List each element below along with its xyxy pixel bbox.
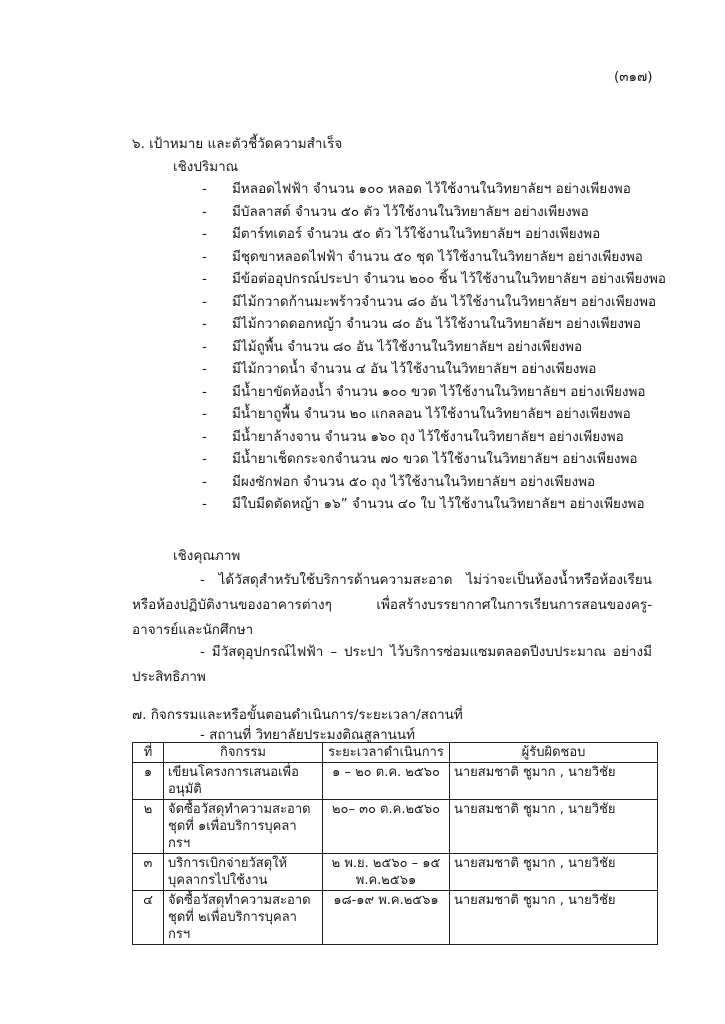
quantitative-item-text: มีไม้กวาดน้ำ จำนวน ๔ อัน ไว้ใช้งานในวิทยาลัยฯ อย่างเพียงพอ: [232, 361, 597, 377]
bullet-dash: -: [202, 451, 207, 467]
table-header-row: [133, 743, 658, 763]
quantitative-item-text: มีน้ำยาล้างจาน จำนวน ๑๖๐ ถุง ไว้ใช้งานในวิทยาลัยฯ อย่างเพียงพอ: [232, 428, 624, 445]
cell-period: ๑ – ๒๐ ต.ค. ๒๕๖๐: [323, 763, 450, 800]
quantitative-item: [202, 226, 600, 243]
quantitative-item-text: มีไม้กวาดก้านมะพร้าวจำนวน ๘๐ อัน ไว้ใช้งานในวิทยาลัยฯ อย่างเพียงพอ: [232, 293, 657, 310]
bullet-dash: -: [202, 181, 207, 197]
cell-no: ๑: [133, 763, 164, 800]
cell-activity: เขียนโครงการเสนอเพื่ออนุมัติ: [164, 763, 323, 800]
quantitative-item: [202, 339, 582, 356]
header-activity: กิจกรรม: [164, 743, 323, 763]
bullet-dash: -: [202, 473, 207, 490]
quantitative-item: [202, 361, 596, 378]
cell-responsible: นายสมชาติ ชูมาก , นายวิชัย: [450, 891, 658, 945]
cell-activity: บริการเบิกจ่ายวัสดุให้บุคลากรไปใช้งาน: [164, 854, 323, 891]
cell-period: ๒ พ.ย. ๒๕๖๐ – ๑๕ พ.ค.๒๕๖๑: [323, 854, 450, 891]
table-row: [133, 763, 658, 800]
location-line: - สถานที่ วิทยาลัยประมงติณสูลานนท์: [200, 727, 416, 743]
activity-table: [132, 742, 658, 945]
cell-responsible: นายสมชาติ ชูมาก , นายวิชัย: [450, 763, 658, 800]
bullet-dash: -: [202, 316, 207, 332]
quantitative-item: [202, 474, 595, 491]
bullet-dash: -: [202, 496, 207, 512]
quantitative-item: [202, 204, 589, 221]
table-row: [133, 800, 658, 854]
bullet-dash: -: [202, 293, 207, 310]
quantitative-item-text: มีชุดขาหลอดไฟฟ้า จำนวน ๕๐ ชุด ไว้ใช้งานในวิทยาลัยฯ อย่างเพียงพอ: [232, 248, 643, 265]
qualitative-paragraph-1: - ได้วัสดุสำหรับใช้บริการด้านความสะอาด ไม่ว่าจะเป็นห้องน้ำหรือห้องเรียนหรือห้องปฏิบัติงานของอาคารต่างๆ เพื่อสร้างบรรยากาศในการเรียนการสอนของครู-อาจารย์และนักศึกษา: [132, 572, 652, 638]
quantitative-item: [202, 406, 631, 423]
table-row: [133, 891, 658, 945]
cell-no: ๔: [133, 891, 164, 945]
cell-period: ๒๐– ๓๐ ต.ค.๒๕๖๐: [323, 800, 450, 854]
qualitative-paragraph-2: - มีวัสดุอุปกรณ์ไฟฟ้า – ประปา ไว้บริการซ่อมแซมตลอดปีงบประมาณ อย่างมีประสิทธิภาพ: [132, 644, 652, 685]
page-number: (๓๑๗): [614, 69, 653, 85]
bullet-dash: -: [202, 428, 207, 445]
quantitative-item: [202, 316, 641, 333]
quantitative-item: [202, 271, 666, 288]
quantitative-item-text: มีไม้ถูพื้น จำนวน ๘๐ อัน ไว้ใช้งานในวิทยาลัยฯ อย่างเพียงพอ: [232, 338, 583, 355]
quantitative-item-text: มีน้ำยาขัดห้องน้ำ จำนวน ๑๐๐ ขวด ไว้ใช้งานในวิทยาลัยฯ อย่างเพียงพอ: [232, 383, 646, 400]
bullet-dash: -: [202, 271, 207, 287]
qualitative-title: เชิงคุณภาพ: [173, 548, 241, 564]
bullet-dash: -: [202, 203, 207, 220]
quantitative-item: [202, 249, 643, 266]
quantitative-item: [202, 451, 637, 468]
quantitative-item-text: มีใบมีดตัดหญ้า ๑๖” จำนวน ๔๐ ใบ ไว้ใช้งานในวิทยาลัยฯ อย่างเพียงพอ: [232, 496, 645, 512]
cell-period: ๑๘-๑๙ พ.ค.๒๕๖๑: [323, 891, 450, 945]
quantitative-item: [202, 294, 656, 311]
bullet-dash: -: [202, 338, 207, 355]
cell-activity: จัดซื้อวัสดุทำความสะอาดชุดที่ ๑เพื่อบริการบุคลากรฯ: [164, 800, 323, 854]
quantitative-item: [202, 384, 646, 401]
cell-no: ๓: [133, 854, 164, 891]
quantitative-item-text: มีผงซักฟอก จำนวน ๕๐ ถุง ไว้ใช้งานในวิทยาลัยฯ อย่างเพียงพอ: [232, 473, 596, 490]
bullet-dash: -: [202, 406, 207, 422]
section6-heading: ๖. เป้าหมาย และตัวชี้วัดความสำเร็จ: [132, 136, 343, 152]
bullet-dash: -: [202, 383, 207, 400]
cell-responsible: นายสมชาติ ชูมาก , นายวิชัย: [450, 800, 658, 854]
quantitative-item-text: มีตาร์ทเตอร์ จำนวน ๕๐ ตัว ไว้ใช้งานในวิทยาลัยฯ อย่างเพียงพอ: [232, 226, 601, 242]
quantitative-item-text: มีไม้กวาดดอกหญ้า จำนวน ๘๐ อัน ไว้ใช้งานในวิทยาลัยฯ อย่างเพียงพอ: [232, 316, 641, 332]
header-responsible: ผู้รับผิดชอบ: [450, 743, 658, 763]
quantitative-item: [202, 496, 645, 513]
section7-heading: ๗. กิจกรรมและหรือขั้นตอนดำเนินการ/ระยะเวลา/สถานที่: [132, 707, 463, 723]
bullet-dash: -: [202, 248, 207, 265]
quantitative-item-text: มีน้ำยาเช็ดกระจกจำนวน ๗๐ ขวด ไว้ใช้งานในวิทยาลัยฯ อย่างเพียงพอ: [232, 451, 638, 467]
cell-no: ๒: [133, 800, 164, 854]
quantitative-title: เชิงปริมาณ: [173, 159, 239, 175]
bullet-dash: -: [202, 361, 207, 377]
table-row: [133, 854, 658, 891]
cell-activity: จัดซื้อวัสดุทำความสะอาดชุดที่ ๒เพื่อบริการบุคลากรฯ: [164, 891, 323, 945]
quantitative-item: [202, 181, 631, 198]
header-period: ระยะเวลาดำเนินการ: [323, 743, 450, 763]
quantitative-item-text: มีน้ำยาถูพื้น จำนวน ๒๐ แกลลอน ไว้ใช้งานในวิทยาลัยฯ อย่างเพียงพอ: [232, 406, 631, 422]
quantitative-item: [202, 429, 624, 446]
bullet-dash: -: [202, 226, 207, 242]
quantitative-item-text: มีหลอดไฟฟ้า จำนวน ๑๐๐ หลอด ไว้ใช้งานในวิทยาลัยฯ อย่างเพียงพอ: [232, 181, 631, 197]
quantitative-item-text: มีข้อต่ออุปกรณ์ประปา จำนวน ๒๐๐ ชิ้น ไว้ใช้งานในวิทยาลัยฯ อย่างเพียงพอ: [232, 271, 667, 287]
quantitative-item-text: มีบัลลาสต์ จำนวน ๕๐ ตัว ไว้ใช้งานในวิทยาลัยฯ อย่างเพียงพอ: [232, 203, 589, 220]
header-no: ที่: [133, 743, 164, 763]
cell-responsible: นายสมชาติ ชูมาก , นายวิชัย: [450, 854, 658, 891]
